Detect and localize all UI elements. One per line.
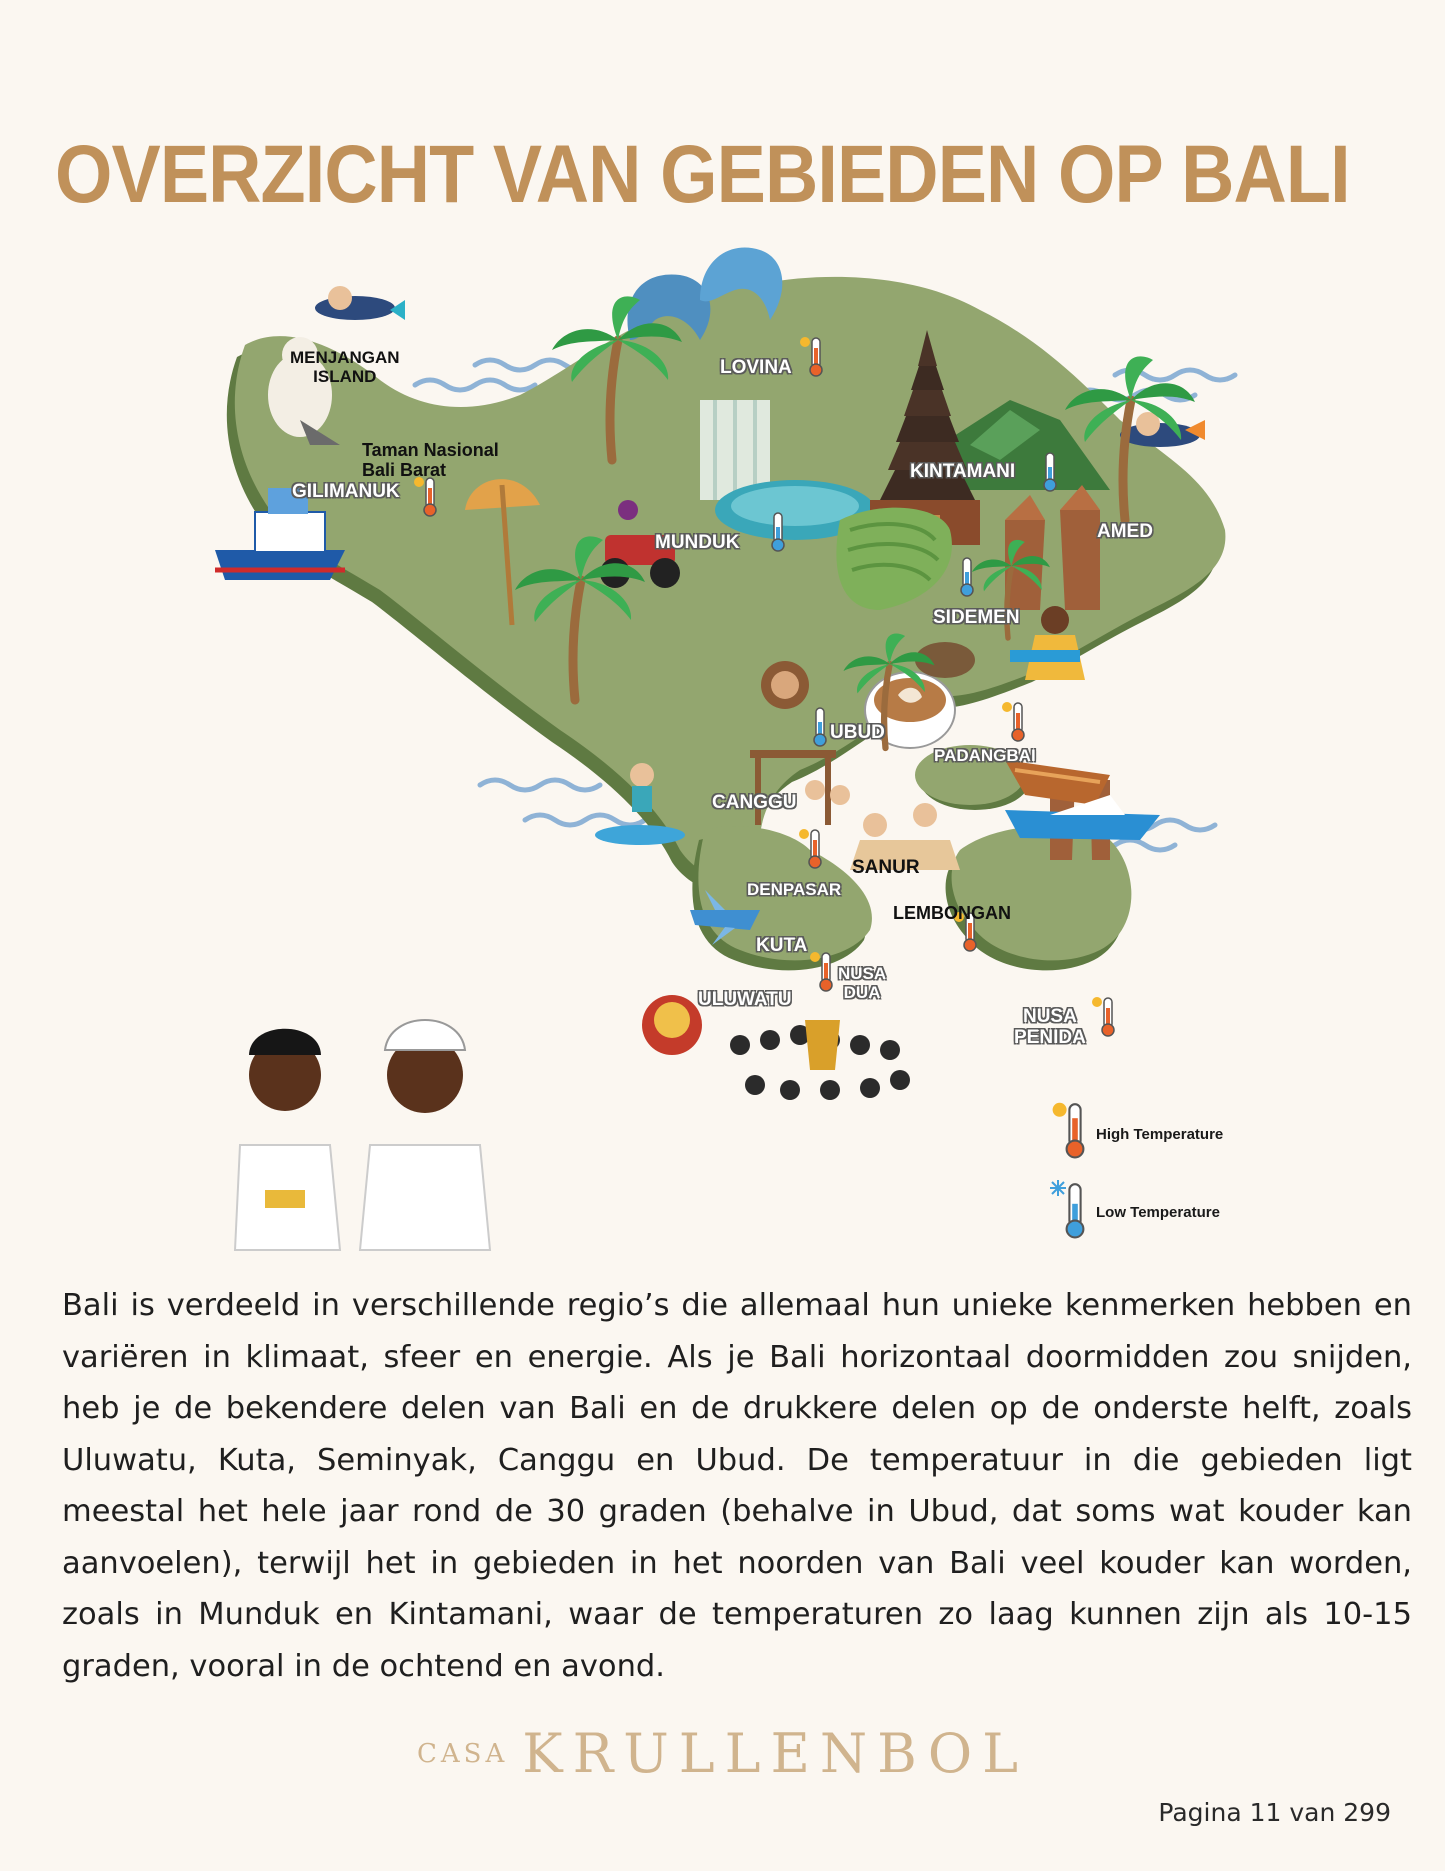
- balinese-girl-illustration: [235, 1029, 340, 1250]
- label-lovina: LOVINA: [720, 357, 792, 378]
- label-gilimanuk: GILIMANUK: [292, 481, 400, 502]
- label-canggu: CANGGU: [712, 792, 797, 813]
- page-number: Pagina 11 van 299: [1158, 1798, 1391, 1827]
- legend-low-temperature: Low Temperature: [1096, 1204, 1220, 1221]
- bali-map: [0, 230, 1445, 1270]
- brand-small: CASA: [417, 1738, 509, 1769]
- brand-logo: [0, 1722, 1445, 1785]
- label-menjangan-island: MENJANGAN ISLAND: [290, 348, 400, 386]
- page-title: OVERZICHT VAN GEBIEDEN OP BALI: [55, 129, 1350, 220]
- label-munduk: MUNDUK: [655, 532, 740, 553]
- label-uluwatu: ULUWATU: [698, 989, 792, 1010]
- label-amed: AMED: [1097, 521, 1153, 542]
- label-lembongan: LEMBONGAN: [893, 903, 1011, 923]
- label-kintamani: KINTAMANI: [910, 461, 1016, 482]
- label-nusa-penida: NUSA PENIDA: [1014, 1006, 1086, 1048]
- legend-high-temperature: High Temperature: [1096, 1126, 1224, 1143]
- brand-big: KRULLENBOL: [522, 1722, 1028, 1785]
- body-paragraph: Bali is verdeeld in verschillende regio’s die allemaal hun unieke kenmerken hebben en variëren in klimaat, sfeer en energie. Als je Bali horizontaal doormidden zou snijden, heb je de bekendere delen van Bali en de drukkere delen op de onderste helft, zoals Uluwatu, Kuta, Seminyak, Canggu en Ubud. De temperatuur in die gebieden ligt meestal het hele jaar rond de 30 graden (behalve in Ubud, dat soms wat kouder kan aanvoelen), terwijl het in gebieden in het noorden van Bali veel kouder kan worden, zoals in Munduk en Kintamani, waar de temperaturen zo laag kunnen zijn als 10-15 graden, vooral in de ochtend en avond.: [62, 1288, 1412, 1684]
- label-sidemen: SIDEMEN: [933, 607, 1020, 628]
- bali-map-illustration: [0, 230, 1445, 1270]
- label-sanur: SANUR: [852, 857, 920, 878]
- label-kuta: KUTA: [756, 935, 808, 956]
- balinese-boy-illustration: [360, 1020, 490, 1250]
- label-ubud: UBUD: [830, 722, 885, 743]
- label-denpasar: DENPASAR: [747, 880, 842, 899]
- label-taman-nasional: Taman Nasional Bali Barat: [362, 440, 499, 480]
- label-padangbai: PADANGBAI: [934, 746, 1036, 765]
- label-nusa-dua: NUSA DUA: [838, 964, 887, 1002]
